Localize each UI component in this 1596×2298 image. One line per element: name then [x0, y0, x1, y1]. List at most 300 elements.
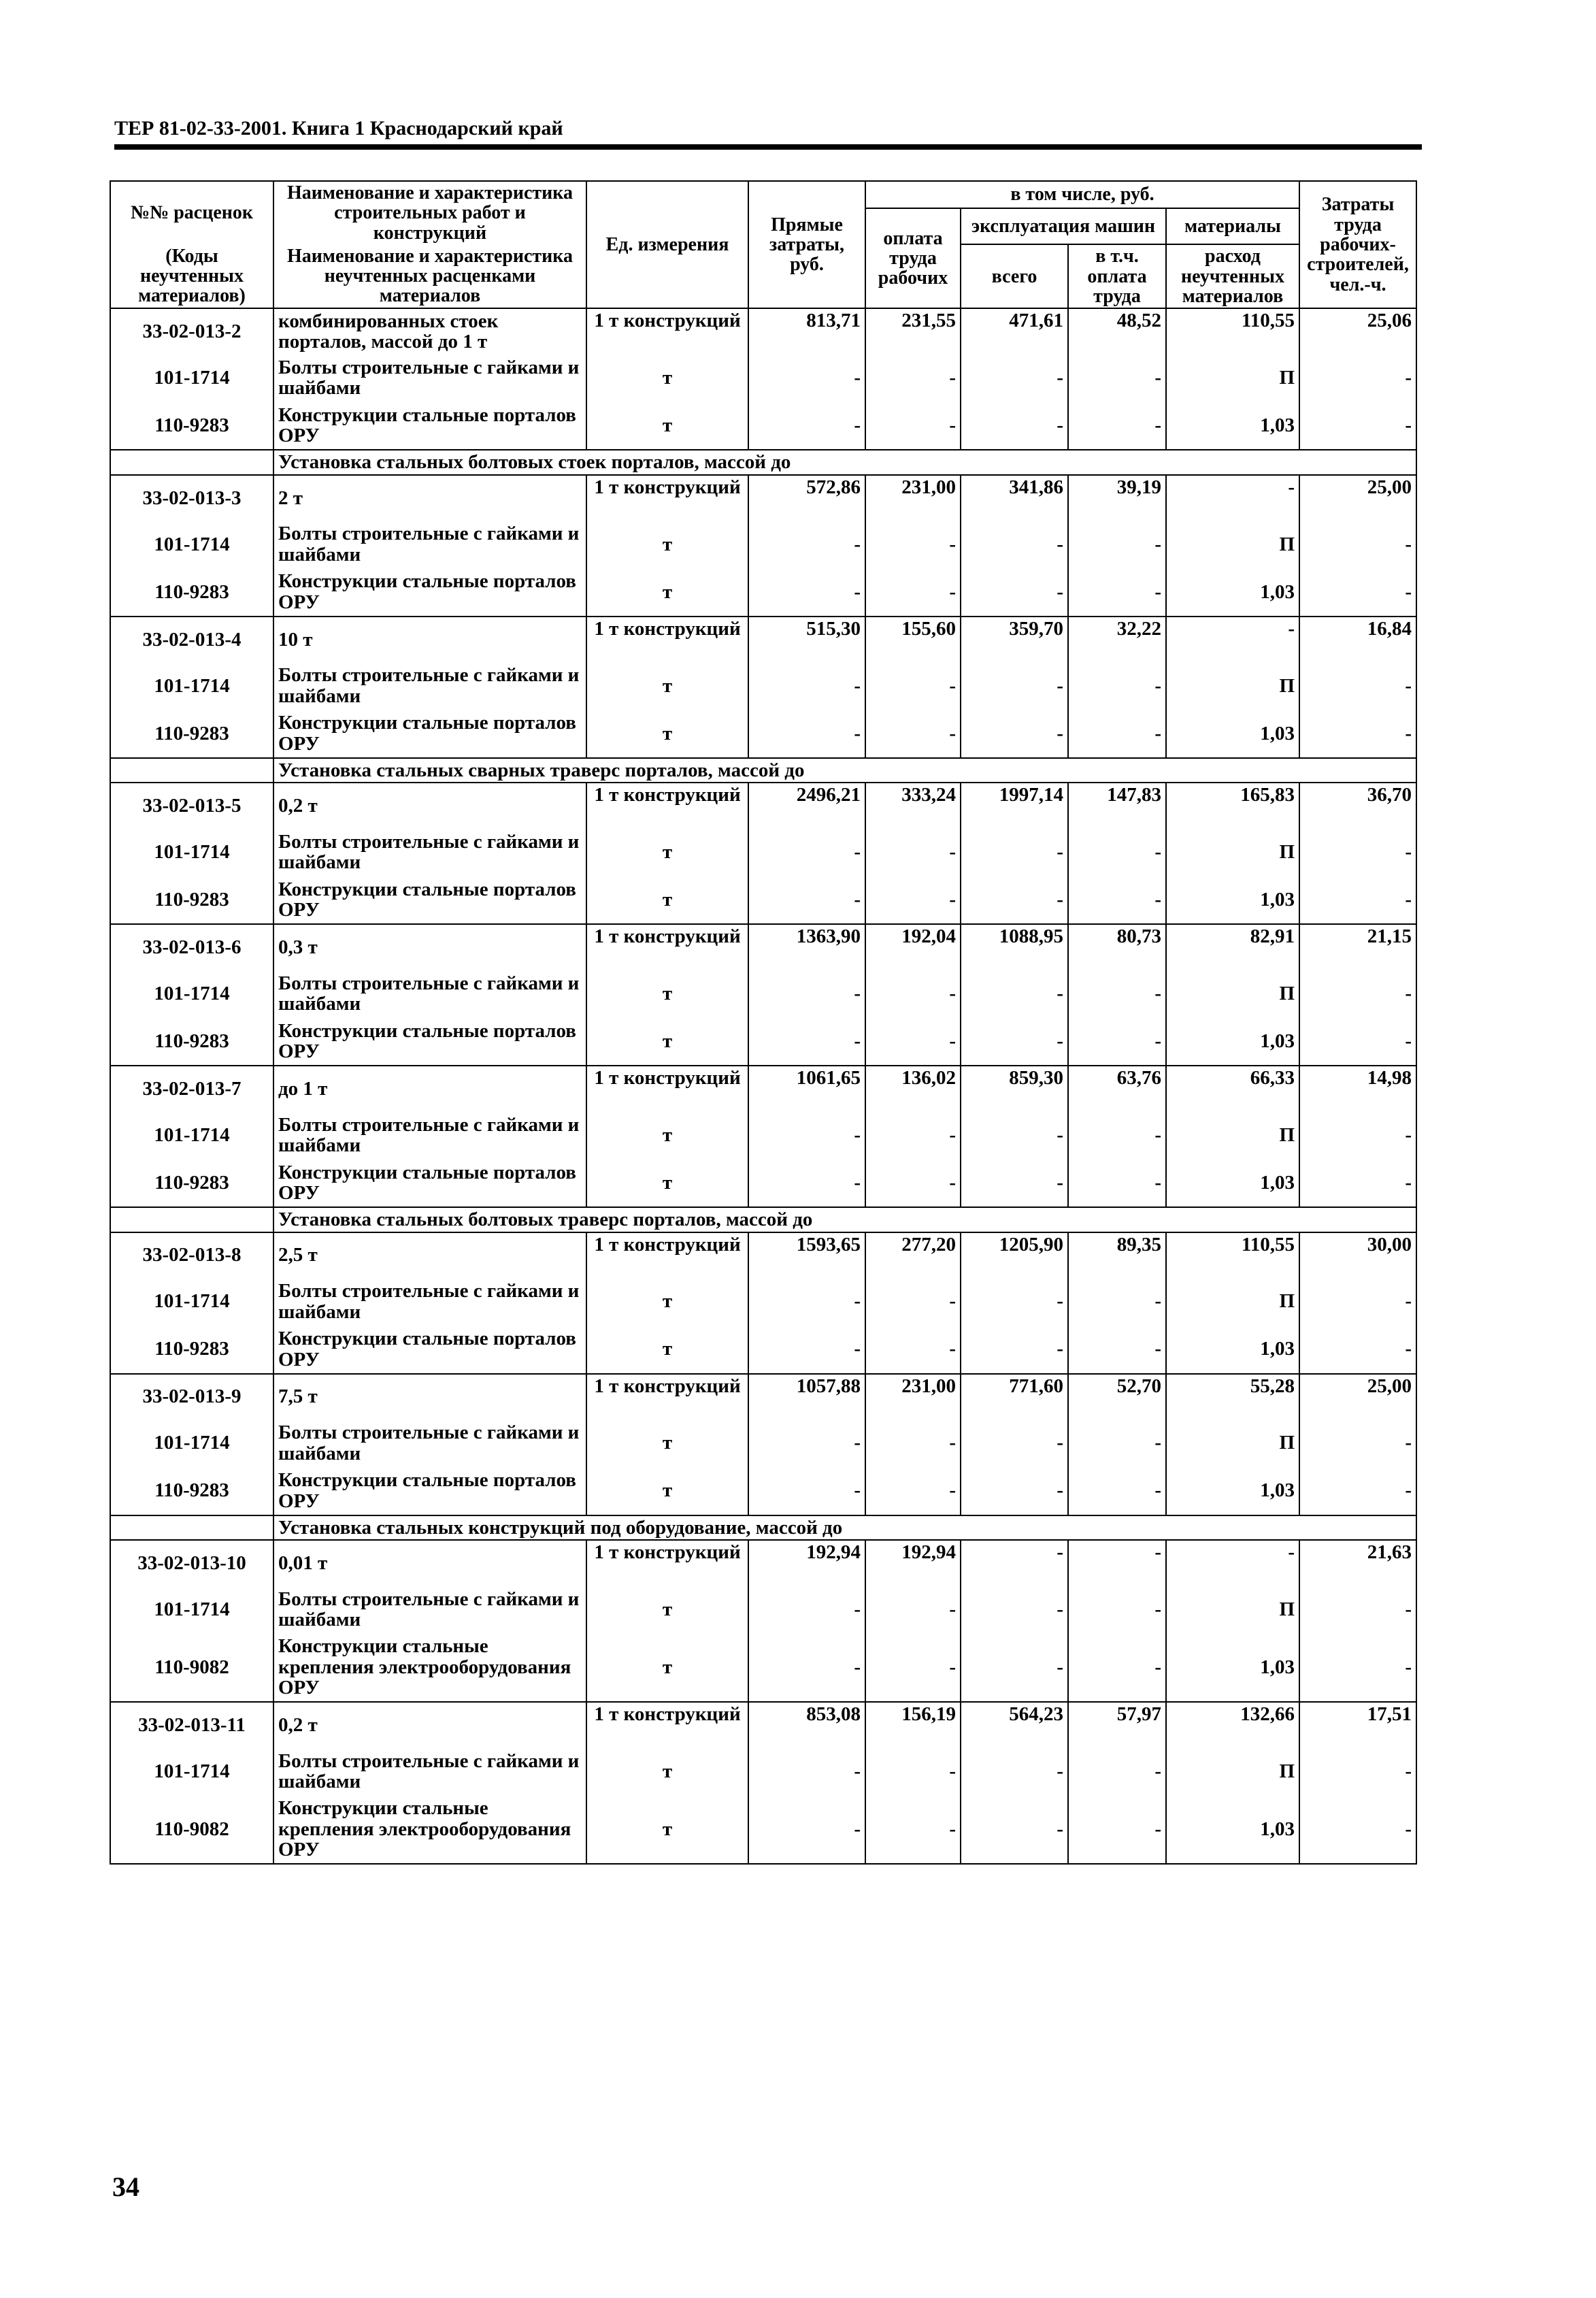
rate-code: 33-02-013-7 — [110, 1066, 273, 1111]
material-row — [110, 1467, 1416, 1515]
machines-labor: - — [1068, 1795, 1166, 1864]
header-machines-labor: в т.ч. оплата труда — [1068, 244, 1166, 308]
material-row — [110, 662, 1416, 710]
rate-name: Конструкции стальные порталов ОРУ — [273, 1326, 586, 1374]
rate-code: 110-9283 — [110, 1159, 273, 1207]
rate-row — [110, 783, 1416, 828]
rate-row — [110, 308, 1416, 354]
machines-total: 1205,90 — [961, 1232, 1068, 1278]
rate-code: 110-9283 — [110, 710, 273, 758]
direct-costs: 2496,21 — [748, 783, 865, 828]
labor-cost: - — [1299, 828, 1416, 876]
rate-unit: 1 т конструкций — [586, 783, 748, 828]
direct-costs: - — [748, 354, 865, 401]
labor-pay: - — [865, 521, 961, 568]
machines-total: - — [961, 1326, 1068, 1374]
materials-value: 1,03 — [1166, 1159, 1299, 1207]
header-labor-cost: Затраты труда рабочих-строителей, чел.-ч. — [1299, 181, 1416, 308]
rate-code: 110-9283 — [110, 876, 273, 924]
labor-pay: - — [865, 1017, 961, 1066]
material-row — [110, 1795, 1416, 1864]
material-row — [110, 1419, 1416, 1467]
rate-code: 101-1714 — [110, 354, 273, 401]
rate-row — [110, 1540, 1416, 1586]
labor-pay: - — [865, 1159, 961, 1207]
direct-costs: - — [748, 1795, 865, 1864]
rate-code: 110-9283 — [110, 1017, 273, 1066]
labor-pay: - — [865, 1747, 961, 1795]
rate-unit: т — [586, 1017, 748, 1066]
labor-pay: 231,55 — [865, 308, 961, 354]
rate-unit: 1 т конструкций — [586, 617, 748, 662]
machines-total: - — [961, 354, 1068, 401]
direct-costs: - — [748, 1633, 865, 1702]
header-materials: материалы — [1166, 208, 1299, 244]
material-row — [110, 1586, 1416, 1633]
labor-cost: - — [1299, 970, 1416, 1017]
rate-code: 33-02-013-8 — [110, 1232, 273, 1278]
rate-row — [110, 1066, 1416, 1111]
labor-cost: 36,70 — [1299, 783, 1416, 828]
labor-cost: - — [1299, 1159, 1416, 1207]
machines-total: 859,30 — [961, 1066, 1068, 1111]
materials-value: - — [1166, 1540, 1299, 1586]
header-labor-pay: оплата труда рабочих — [865, 208, 961, 308]
machines-labor: 48,52 — [1068, 308, 1166, 354]
machines-labor: - — [1068, 1326, 1166, 1374]
header-name-bottom: Наименование и характеристика неучтенных расценками материалов — [273, 244, 586, 308]
labor-pay: - — [865, 1467, 961, 1515]
direct-costs: - — [748, 568, 865, 617]
rate-code: 101-1714 — [110, 1278, 273, 1326]
labor-pay: - — [865, 1111, 961, 1159]
direct-costs: - — [748, 876, 865, 924]
labor-pay: 277,20 — [865, 1232, 961, 1278]
rate-code: 33-02-013-10 — [110, 1540, 273, 1586]
machines-total: - — [961, 970, 1068, 1017]
materials-value: П — [1166, 828, 1299, 876]
rate-name: Конструкции стальные порталов ОРУ — [273, 401, 586, 450]
rate-name: Конструкции стальные крепления электрооборудования ОРУ — [273, 1633, 586, 1702]
header-direct-costs: Прямые затраты, руб. — [748, 181, 865, 308]
materials-value: П — [1166, 970, 1299, 1017]
direct-costs: - — [748, 1159, 865, 1207]
rate-row — [110, 1374, 1416, 1419]
material-row — [110, 1278, 1416, 1326]
rate-code: 33-02-013-6 — [110, 924, 273, 970]
labor-cost: 21,15 — [1299, 924, 1416, 970]
rate-name: Болты строительные с гайками и шайбами — [273, 1747, 586, 1795]
direct-costs: 1593,65 — [748, 1232, 865, 1278]
labor-pay: 333,24 — [865, 783, 961, 828]
direct-costs: - — [748, 662, 865, 710]
labor-cost: - — [1299, 1586, 1416, 1633]
section-code-blank — [110, 1207, 273, 1232]
machines-labor: - — [1068, 1159, 1166, 1207]
labor-cost: 16,84 — [1299, 617, 1416, 662]
labor-pay: 231,00 — [865, 1374, 961, 1419]
rate-name: Конструкции стальные порталов ОРУ — [273, 710, 586, 758]
direct-costs: 813,71 — [748, 308, 865, 354]
machines-labor: - — [1068, 1540, 1166, 1586]
rate-code: 110-9283 — [110, 568, 273, 617]
materials-value: П — [1166, 1419, 1299, 1467]
machines-total: - — [961, 1278, 1068, 1326]
materials-value: 1,03 — [1166, 1795, 1299, 1864]
rate-name: Болты строительные с гайками и шайбами — [273, 1419, 586, 1467]
materials-value: 1,03 — [1166, 568, 1299, 617]
material-row — [110, 354, 1416, 401]
rate-unit: т — [586, 1633, 748, 1702]
header-code-top: №№ расценок — [110, 181, 273, 244]
header-unit: Ед. измерения — [586, 181, 748, 308]
labor-cost: - — [1299, 1326, 1416, 1374]
rate-name: до 1 т — [273, 1066, 586, 1111]
machines-total: - — [961, 1586, 1068, 1633]
rate-code: 33-02-013-5 — [110, 783, 273, 828]
labor-cost: - — [1299, 1467, 1416, 1515]
machines-total: - — [961, 1467, 1068, 1515]
labor-cost: - — [1299, 521, 1416, 568]
rate-code: 110-9283 — [110, 1467, 273, 1515]
rate-name: Конструкции стальные порталов ОРУ — [273, 1017, 586, 1066]
machines-labor: - — [1068, 1747, 1166, 1795]
rate-name: 0,2 т — [273, 783, 586, 828]
machines-labor: - — [1068, 354, 1166, 401]
materials-value: 1,03 — [1166, 1633, 1299, 1702]
direct-costs: 515,30 — [748, 617, 865, 662]
machines-total: - — [961, 1795, 1068, 1864]
rate-code: 101-1714 — [110, 828, 273, 876]
labor-cost: - — [1299, 1747, 1416, 1795]
material-row — [110, 828, 1416, 876]
rate-name: Конструкции стальные порталов ОРУ — [273, 1467, 586, 1515]
rate-name: Болты строительные с гайками и шайбами — [273, 1278, 586, 1326]
machines-labor: - — [1068, 1111, 1166, 1159]
labor-cost: - — [1299, 354, 1416, 401]
rate-name: 7,5 т — [273, 1374, 586, 1419]
header-machines: эксплуатация машин — [961, 208, 1166, 244]
rate-name: 10 т — [273, 617, 586, 662]
section-code-blank — [110, 1515, 273, 1540]
rate-code: 110-9283 — [110, 401, 273, 450]
machines-labor: 63,76 — [1068, 1066, 1166, 1111]
rate-code: 101-1714 — [110, 662, 273, 710]
machines-labor: - — [1068, 1278, 1166, 1326]
machines-labor: 57,97 — [1068, 1702, 1166, 1747]
materials-value: П — [1166, 1278, 1299, 1326]
labor-cost: 17,51 — [1299, 1702, 1416, 1747]
labor-cost: - — [1299, 1111, 1416, 1159]
labor-pay: 192,94 — [865, 1540, 961, 1586]
rate-unit: т — [586, 970, 748, 1017]
section-row — [110, 450, 1416, 474]
direct-costs: - — [748, 1467, 865, 1515]
labor-pay: - — [865, 1326, 961, 1374]
machines-labor: 39,19 — [1068, 475, 1166, 521]
section-title: Установка стальных сварных траверс порталов, массой до — [273, 758, 1416, 783]
machines-total: - — [961, 401, 1068, 450]
direct-costs: - — [748, 710, 865, 758]
rate-unit: 1 т конструкций — [586, 1374, 748, 1419]
rate-unit: 1 т конструкций — [586, 1702, 748, 1747]
rates-table-body — [110, 308, 1416, 1864]
direct-costs: - — [748, 1747, 865, 1795]
machines-labor: 52,70 — [1068, 1374, 1166, 1419]
labor-pay: - — [865, 662, 961, 710]
machines-labor: 147,83 — [1068, 783, 1166, 828]
rate-name: 0,3 т — [273, 924, 586, 970]
materials-value: 1,03 — [1166, 710, 1299, 758]
machines-total: - — [961, 828, 1068, 876]
materials-value: 110,55 — [1166, 1232, 1299, 1278]
machines-labor: - — [1068, 1633, 1166, 1702]
labor-pay: - — [865, 710, 961, 758]
rate-unit: 1 т конструкций — [586, 308, 748, 354]
rate-name: Болты строительные с гайками и шайбами — [273, 828, 586, 876]
labor-pay: 156,19 — [865, 1702, 961, 1747]
rate-code: 101-1714 — [110, 521, 273, 568]
rate-unit: т — [586, 1111, 748, 1159]
rate-code: 101-1714 — [110, 1111, 273, 1159]
header-code-bottom: (Коды неучтенных материалов) — [110, 244, 273, 308]
rate-unit: т — [586, 521, 748, 568]
rate-row — [110, 1702, 1416, 1747]
rate-unit: 1 т конструкций — [586, 1540, 748, 1586]
material-row — [110, 521, 1416, 568]
materials-value: 1,03 — [1166, 876, 1299, 924]
machines-labor: - — [1068, 662, 1166, 710]
section-title: Установка стальных болтовых стоек порталов, массой до — [273, 450, 1416, 474]
machines-total: 1088,95 — [961, 924, 1068, 970]
rate-code: 33-02-013-11 — [110, 1702, 273, 1747]
machines-total: - — [961, 1633, 1068, 1702]
rate-unit: т — [586, 1747, 748, 1795]
machines-labor: - — [1068, 970, 1166, 1017]
rate-unit: т — [586, 662, 748, 710]
labor-pay: - — [865, 1633, 961, 1702]
rate-code: 110-9082 — [110, 1795, 273, 1864]
materials-value: 132,66 — [1166, 1702, 1299, 1747]
materials-value: 55,28 — [1166, 1374, 1299, 1419]
rate-unit: т — [586, 354, 748, 401]
direct-costs: - — [748, 828, 865, 876]
rate-row — [110, 924, 1416, 970]
section-title: Установка стальных конструкций под оборудование, массой до — [273, 1515, 1416, 1540]
rate-unit: т — [586, 876, 748, 924]
page-header-title: ТЕР 81-02-33-2001. Книга 1 Краснодарский край — [114, 117, 563, 139]
machines-total: - — [961, 1159, 1068, 1207]
rate-unit: т — [586, 568, 748, 617]
section-row — [110, 1207, 1416, 1232]
rate-name: Болты строительные с гайками и шайбами — [273, 970, 586, 1017]
section-title: Установка стальных болтовых траверс порталов, массой до — [273, 1207, 1416, 1232]
material-row — [110, 1633, 1416, 1702]
section-code-blank — [110, 450, 273, 474]
header-name-top: Наименование и характеристика строительных работ и конструкций — [273, 181, 586, 244]
material-row — [110, 1747, 1416, 1795]
machines-total: 341,86 — [961, 475, 1068, 521]
labor-pay: - — [865, 970, 961, 1017]
rate-name: Болты строительные с гайками и шайбами — [273, 1586, 586, 1633]
section-row — [110, 758, 1416, 783]
materials-value: П — [1166, 521, 1299, 568]
materials-value: 1,03 — [1166, 1467, 1299, 1515]
materials-value: 110,55 — [1166, 308, 1299, 354]
machines-total: 771,60 — [961, 1374, 1068, 1419]
direct-costs: - — [748, 1419, 865, 1467]
machines-labor: - — [1068, 521, 1166, 568]
machines-total: - — [961, 710, 1068, 758]
rate-name: комбинированных стоек порталов, массой до 1 т — [273, 308, 586, 354]
direct-costs: 853,08 — [748, 1702, 865, 1747]
material-row — [110, 1017, 1416, 1066]
machines-total: - — [961, 568, 1068, 617]
rate-name: 0,2 т — [273, 1702, 586, 1747]
rate-name: Болты строительные с гайками и шайбами — [273, 521, 586, 568]
machines-labor: - — [1068, 401, 1166, 450]
materials-value: 82,91 — [1166, 924, 1299, 970]
labor-pay: 155,60 — [865, 617, 961, 662]
rate-code: 33-02-013-2 — [110, 308, 273, 354]
rate-unit: т — [586, 1586, 748, 1633]
rate-unit: т — [586, 1467, 748, 1515]
labor-cost: 14,98 — [1299, 1066, 1416, 1111]
labor-cost: - — [1299, 876, 1416, 924]
rate-name: Конструкции стальные порталов ОРУ — [273, 568, 586, 617]
labor-cost: - — [1299, 1795, 1416, 1864]
labor-pay: - — [865, 1586, 961, 1633]
rate-row — [110, 475, 1416, 521]
rate-code: 110-9283 — [110, 1326, 273, 1374]
machines-total: 359,70 — [961, 617, 1068, 662]
materials-value: П — [1166, 354, 1299, 401]
materials-value: П — [1166, 1111, 1299, 1159]
material-row — [110, 1326, 1416, 1374]
machines-labor: - — [1068, 1467, 1166, 1515]
machines-total: - — [961, 1747, 1068, 1795]
section-code-blank — [110, 758, 273, 783]
machines-total: - — [961, 1540, 1068, 1586]
machines-labor: 89,35 — [1068, 1232, 1166, 1278]
labor-cost: - — [1299, 401, 1416, 450]
rate-unit: т — [586, 1795, 748, 1864]
machines-total: - — [961, 662, 1068, 710]
labor-cost: 25,00 — [1299, 1374, 1416, 1419]
material-row — [110, 710, 1416, 758]
labor-cost: - — [1299, 662, 1416, 710]
machines-total: - — [961, 876, 1068, 924]
direct-costs: 1057,88 — [748, 1374, 865, 1419]
direct-costs: - — [748, 1111, 865, 1159]
rate-code: 110-9082 — [110, 1633, 273, 1702]
direct-costs: - — [748, 970, 865, 1017]
direct-costs: - — [748, 401, 865, 450]
materials-value: 1,03 — [1166, 1326, 1299, 1374]
rate-code: 33-02-013-9 — [110, 1374, 273, 1419]
machines-labor: - — [1068, 710, 1166, 758]
machines-total: 1997,14 — [961, 783, 1068, 828]
rate-unit: т — [586, 401, 748, 450]
rate-row — [110, 1232, 1416, 1278]
direct-costs: 1061,65 — [748, 1066, 865, 1111]
header-machines-total: всего — [961, 244, 1068, 308]
direct-costs: 192,94 — [748, 1540, 865, 1586]
labor-cost: 30,00 — [1299, 1232, 1416, 1278]
materials-value: - — [1166, 617, 1299, 662]
materials-value: 165,83 — [1166, 783, 1299, 828]
labor-pay: - — [865, 876, 961, 924]
direct-costs: - — [748, 1017, 865, 1066]
labor-cost: - — [1299, 1278, 1416, 1326]
rate-name: 2 т — [273, 475, 586, 521]
labor-cost: 21,63 — [1299, 1540, 1416, 1586]
rate-code: 101-1714 — [110, 1419, 273, 1467]
header-materials-consumption: расход неучтенных материалов — [1166, 244, 1299, 308]
rate-name: 2,5 т — [273, 1232, 586, 1278]
rate-unit: т — [586, 828, 748, 876]
machines-total: 564,23 — [961, 1702, 1068, 1747]
rate-unit: 1 т конструкций — [586, 1066, 748, 1111]
rate-unit: т — [586, 1278, 748, 1326]
machines-labor: - — [1068, 1586, 1166, 1633]
rate-unit: т — [586, 1159, 748, 1207]
material-row — [110, 568, 1416, 617]
machines-labor: 32,22 — [1068, 617, 1166, 662]
machines-labor: - — [1068, 876, 1166, 924]
machines-total: 471,61 — [961, 308, 1068, 354]
rate-code: 33-02-013-3 — [110, 475, 273, 521]
material-row — [110, 1111, 1416, 1159]
rate-code: 33-02-013-4 — [110, 617, 273, 662]
labor-cost: - — [1299, 1419, 1416, 1467]
rate-unit: т — [586, 1326, 748, 1374]
rate-name: Болты строительные с гайками и шайбами — [273, 354, 586, 401]
rate-unit: 1 т конструкций — [586, 924, 748, 970]
rate-code: 101-1714 — [110, 1747, 273, 1795]
rate-name: Конструкции стальные порталов ОРУ — [273, 1159, 586, 1207]
labor-pay: 136,02 — [865, 1066, 961, 1111]
material-row — [110, 1159, 1416, 1207]
rate-name: Конструкции стальные порталов ОРУ — [273, 876, 586, 924]
labor-cost: - — [1299, 1633, 1416, 1702]
rate-unit: 1 т конструкций — [586, 475, 748, 521]
rate-name: Болты строительные с гайками и шайбами — [273, 662, 586, 710]
labor-pay: - — [865, 828, 961, 876]
direct-costs: - — [748, 1278, 865, 1326]
labor-pay: 231,00 — [865, 475, 961, 521]
labor-pay: - — [865, 568, 961, 617]
rate-row — [110, 617, 1416, 662]
labor-cost: - — [1299, 568, 1416, 617]
rate-unit: т — [586, 1419, 748, 1467]
rate-code: 101-1714 — [110, 970, 273, 1017]
rate-code: 101-1714 — [110, 1586, 273, 1633]
header-including: в том числе, руб. — [865, 181, 1299, 208]
labor-cost: 25,06 — [1299, 308, 1416, 354]
direct-costs: 1363,90 — [748, 924, 865, 970]
page-number: 34 — [112, 2171, 139, 2202]
materials-value: 1,03 — [1166, 1017, 1299, 1066]
labor-cost: - — [1299, 710, 1416, 758]
machines-total: - — [961, 521, 1068, 568]
direct-costs: 572,86 — [748, 475, 865, 521]
section-row — [110, 1515, 1416, 1540]
machines-total: - — [961, 1017, 1068, 1066]
materials-value: - — [1166, 475, 1299, 521]
machines-total: - — [961, 1111, 1068, 1159]
machines-labor: - — [1068, 1419, 1166, 1467]
